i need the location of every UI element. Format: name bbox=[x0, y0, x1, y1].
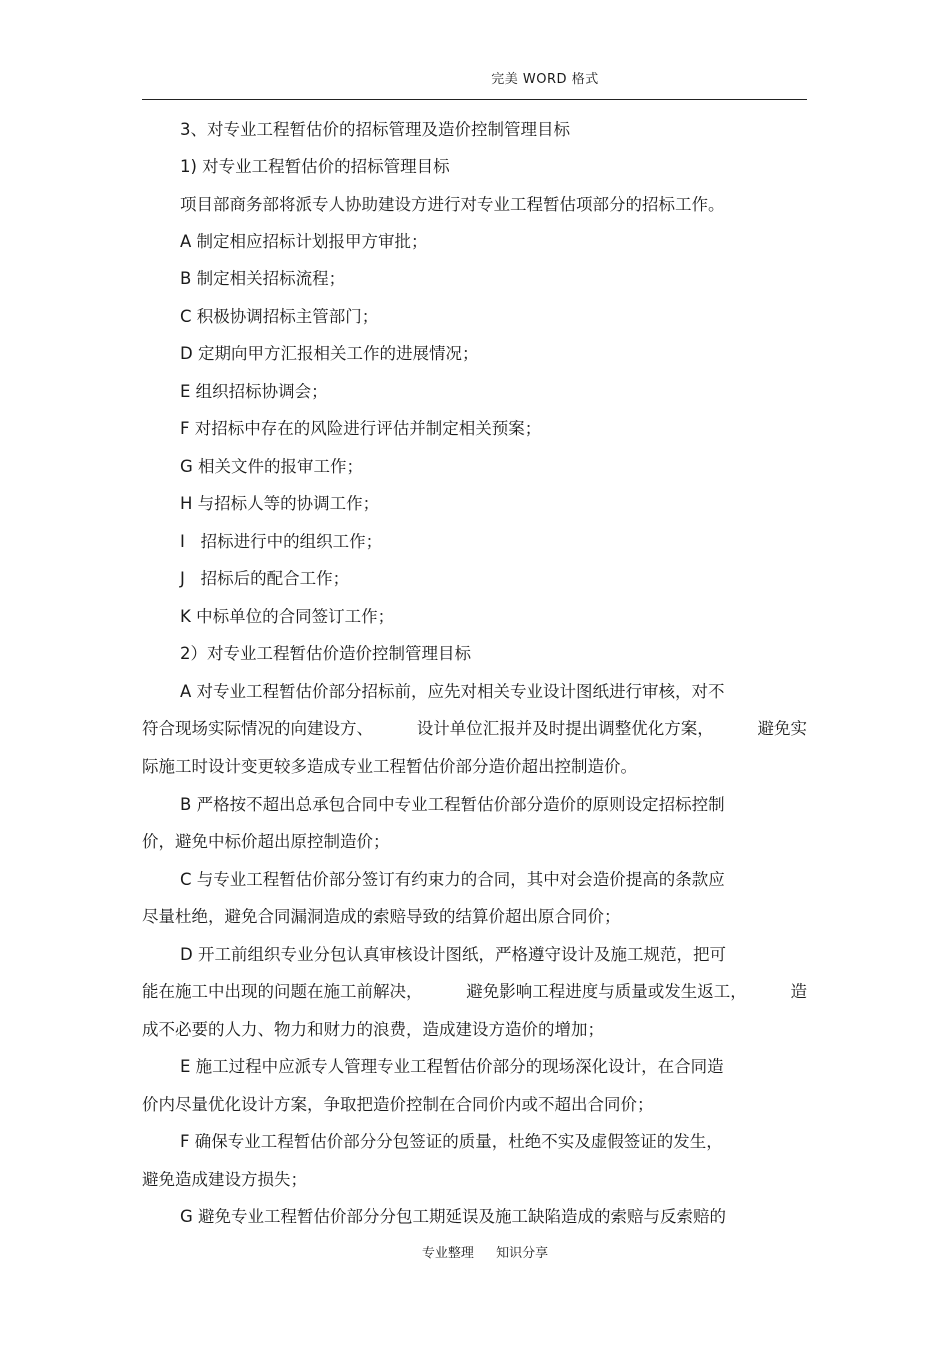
list-item: H 与招标人等的协调工作； bbox=[180, 494, 380, 513]
paragraph-line: F 确保专业工程暂估价部分分包签证的质量，杜绝不实及虚假签证的发生， bbox=[180, 1132, 723, 1151]
list-item: I 招标进行中的组织工作； bbox=[180, 532, 383, 551]
paragraph-line: 际施工时设计变更较多造成专业工程暂估价部分造价超出控制造价。 bbox=[142, 757, 637, 776]
line-segment: 避免影响工程进度与质量或发生返工， bbox=[466, 982, 747, 1001]
paragraph-line: C 与专业工程暂估价部分签订有约束力的合同，其中对会造价提高的条款应 bbox=[180, 870, 725, 889]
paragraph-line: 成不必要的人力、物力和财力的浪费，造成建设方造价的增加； bbox=[142, 1020, 604, 1039]
footer-right: 知识分享 bbox=[496, 1246, 549, 1261]
paragraph-line: 尽量杜绝，避免合同漏洞造成的索赔导致的结算价超出原合同价； bbox=[142, 907, 621, 926]
page-footer bbox=[0, 1242, 950, 1261]
list-item: K 中标单位的合同签订工作； bbox=[180, 607, 395, 626]
paragraph-line bbox=[142, 719, 807, 739]
list-item: D 定期向甲方汇报相关工作的进展情况； bbox=[180, 344, 479, 363]
paragraph-line: 项目部商务部将派专人协助建设方进行对专业工程暂估项部分的招标工作。 bbox=[180, 195, 725, 214]
header-divider bbox=[142, 99, 807, 100]
line-segment: 符合现场实际情况的向建设方、 bbox=[142, 719, 373, 738]
list-item: F 对招标中存在的风险进行评估并制定相关预案； bbox=[180, 419, 542, 438]
paragraph-line bbox=[142, 982, 807, 1002]
line-segment: 避免实 bbox=[757, 719, 807, 738]
list-item: B 制定相关招标流程； bbox=[180, 269, 346, 288]
line-segment: 设计单位汇报并及时提出调整优化方案， bbox=[416, 719, 714, 738]
paragraph-line: G 避免专业工程暂估价部分分包工期延误及施工缺陷造成的索赔与反索赔的 bbox=[180, 1207, 727, 1226]
paragraph-line: B 严格按不超出总承包合同中专业工程暂估价部分造价的原则设定招标控制 bbox=[180, 795, 725, 814]
paragraph-line: A 对专业工程暂估价部分招标前，应先对相关专业设计图纸进行审核，对不 bbox=[180, 682, 725, 701]
line-segment: 能在施工中出现的问题在施工前解决， bbox=[142, 982, 423, 1001]
list-item: A 制定相应招标计划报甲方审批； bbox=[180, 232, 428, 251]
paragraph-line: D 开工前组织专业分包认真审核设计图纸，严格遵守设计及施工规范，把可 bbox=[180, 945, 726, 964]
paragraph-line: E 施工过程中应派专人管理专业工程暂估价部分的现场深化设计，在合同造 bbox=[180, 1057, 724, 1076]
list-item: J 招标后的配合工作； bbox=[180, 569, 350, 588]
header-title: 完美 WORD 格式 bbox=[491, 72, 599, 87]
subsection-heading-2: 2）对专业工程暂估价造价控制管理目标 bbox=[180, 644, 471, 663]
subsection-heading-1: 1) 对专业工程暂估价的招标管理目标 bbox=[180, 157, 450, 176]
list-item: C 积极协调招标主管部门； bbox=[180, 307, 379, 326]
paragraph-line: 避免造成建设方损失； bbox=[142, 1170, 307, 1189]
list-item: E 组织招标协调会； bbox=[180, 382, 328, 401]
section-heading: 3、对专业工程暂估价的招标管理及造价控制管理目标 bbox=[180, 120, 570, 139]
line-segment: 造 bbox=[790, 982, 807, 1001]
list-item: G 相关文件的报审工作； bbox=[180, 457, 364, 476]
footer-left: 专业整理 bbox=[421, 1246, 474, 1261]
paragraph-line: 价，避免中标价超出原控制造价； bbox=[142, 832, 390, 851]
paragraph-line: 价内尽量优化设计方案，争取把造价控制在合同价内或不超出合同价； bbox=[142, 1095, 654, 1114]
